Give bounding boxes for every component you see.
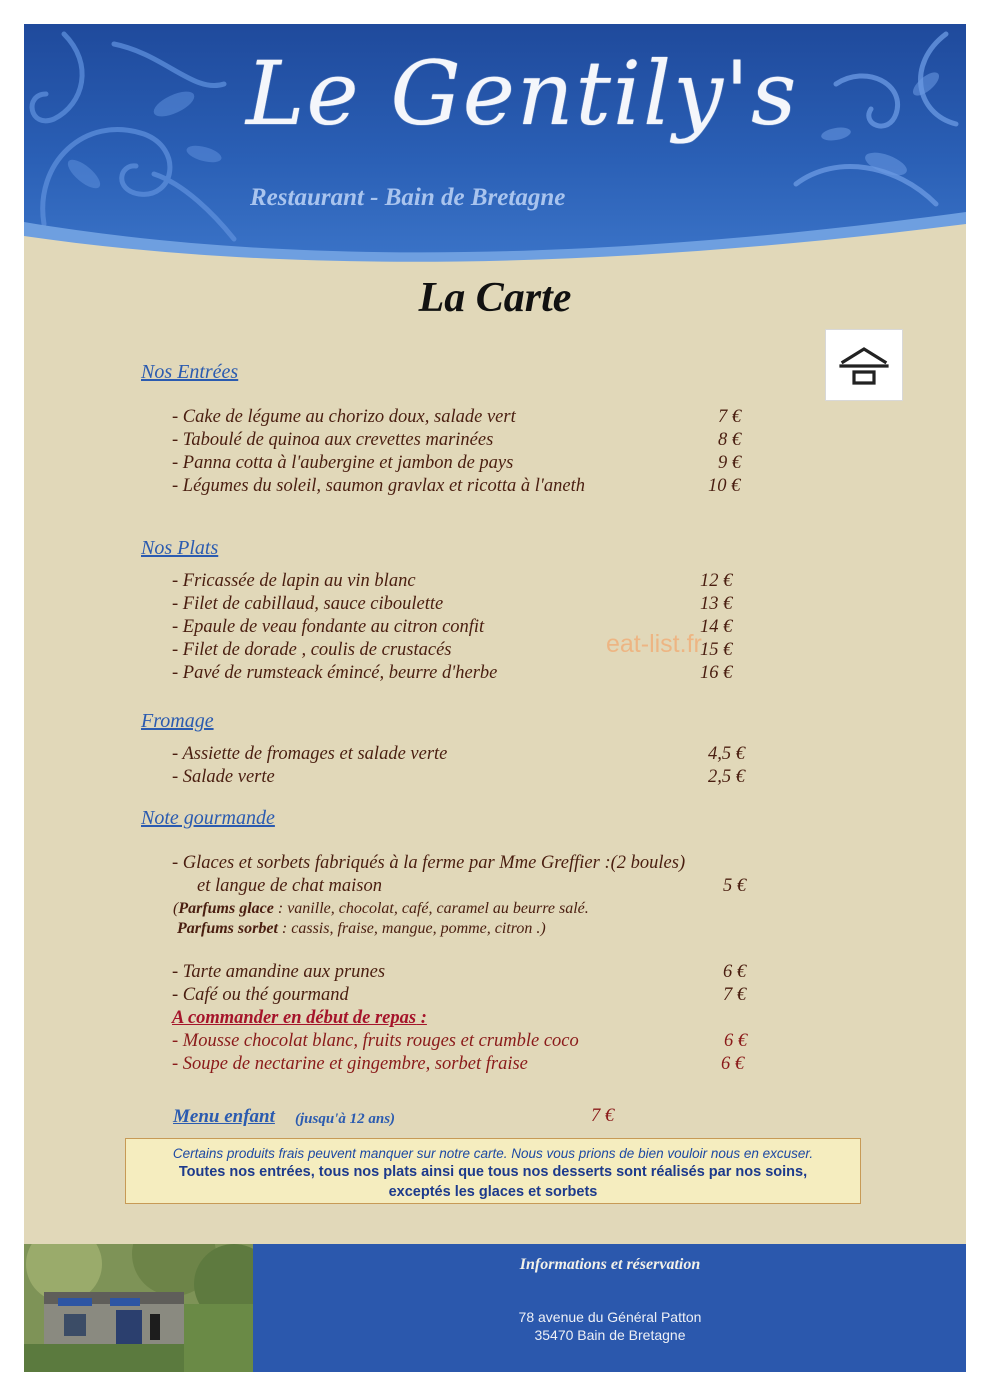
menu-item-price: 4,5 € (708, 744, 745, 764)
house-sign-icon (838, 344, 890, 386)
menu-item: - Salade verte (172, 767, 275, 787)
menu-item: - Cake de légume au chorizo doux, salade vert (172, 407, 516, 427)
menu-item: - Taboulé de quinoa aux crevettes marinées (172, 430, 494, 450)
menu-item-price: 6 € (723, 962, 747, 982)
notice-line-1: Certains produits frais peuvent manquer sur notre carte. Nous vous prions de bien vouloir nous en excuser. (172, 1146, 814, 1161)
menu-item-price: 7 € (723, 985, 747, 1005)
menu-item-price: 15 € (700, 640, 733, 660)
parfums-sorbet-line (177, 920, 546, 938)
notice-box (125, 1138, 861, 1204)
parfums-sorbet-label: Parfums sorbet (177, 920, 278, 937)
menu-item-price: 7 € (718, 407, 742, 427)
menu-item: - Glaces et sorbets fabriqués à la ferme par Mme Greffier :(2 boules) (172, 853, 686, 873)
footer (24, 1244, 966, 1372)
menu-item-price: 5 € (723, 876, 747, 896)
menu-item: - Filet de cabillaud, sauce ciboulette (172, 594, 444, 614)
order-note (172, 1008, 427, 1029)
right-ornament-icon (776, 24, 966, 224)
house-sign-badge (825, 329, 903, 401)
menu-item-price: 13 € (700, 594, 733, 614)
menu-item: - Panna cotta à l'aubergine et jambon de pays (172, 453, 514, 473)
section-title-plats: Nos Plats (141, 537, 219, 559)
menu-item-price: 10 € (708, 476, 741, 496)
menu-item-continued: et langue de chat maison (197, 876, 382, 896)
section-title-entrees: Nos Entrées (141, 361, 239, 383)
address-line-2: 35470 Bain de Bretagne (534, 1327, 686, 1343)
menu-item: - Fricassée de lapin au vin blanc (172, 571, 416, 591)
menu-item: - Pavé de rumsteack émincé, beurre d'herbe (172, 663, 498, 683)
menu-item: - Café ou thé gourmand (172, 985, 349, 1005)
restaurant-logo: Le Gentily's (246, 42, 799, 145)
parfums-glace-line: (Parfums glace : vanille, chocolat, café, caramel au beurre salé. (173, 900, 589, 917)
section-title-gourmande: Note gourmande (141, 807, 275, 829)
menu-item: - Mousse chocolat blanc, fruits rouges et crumble coco (172, 1031, 579, 1051)
menu-item-price: 6 € (721, 1054, 745, 1074)
parfums-glace-text: : vanille, chocolat, café, caramel au beurre salé. (273, 900, 589, 917)
menu-item: - Assiette de fromages et salade verte (172, 744, 448, 764)
page-title: La Carte (418, 275, 572, 321)
menu-item-price: 2,5 € (708, 767, 745, 787)
menu-enfant-label: Menu enfant (173, 1106, 275, 1127)
menu-item-price: 14 € (700, 617, 733, 637)
footer-title: Informations et réservation (519, 1256, 701, 1273)
parfums-glace-label: Parfums glace (178, 900, 274, 917)
order-note-text: A commander en début de repas (172, 1008, 417, 1028)
header-wave (24, 204, 966, 264)
menu-page (24, 24, 966, 1372)
header-banner (24, 24, 966, 264)
order-note-colon: : (416, 1008, 427, 1028)
menu-item-price: 8 € (718, 430, 742, 450)
notice-line-2: Toutes nos entrées, tous nos plats ainsi que tous nos desserts sont réalisés par nos soins, (178, 1164, 808, 1180)
section-title-fromage: Fromage (141, 710, 214, 732)
menu-item-price: 12 € (700, 571, 733, 591)
restaurant-photo (24, 1244, 253, 1372)
menu-item: - Epaule de veau fondante au citron confit (172, 617, 485, 637)
menu-item-price: 6 € (724, 1031, 748, 1051)
menu-enfant-price: 7 € (591, 1106, 615, 1126)
restaurant-photo-icon (24, 1244, 253, 1372)
menu-item-price: 16 € (700, 663, 733, 683)
menu-item-price: 9 € (718, 453, 742, 473)
watermark: eat-list.fr (606, 630, 702, 658)
parfums-sorbet-text: : cassis, fraise, mangue, pomme, citron .) (277, 920, 546, 937)
notice-line-3: exceptés les glaces et sorbets (388, 1184, 598, 1200)
address-line-1: 78 avenue du Général Patton (518, 1309, 702, 1325)
menu-item: - Soupe de nectarine et gingembre, sorbet fraise (172, 1054, 528, 1074)
menu-enfant-age: (jusqu'à 12 ans) (295, 1111, 396, 1127)
menu-item: - Filet de dorade , coulis de crustacés (172, 640, 452, 660)
menu-item: - Légumes du soleil, saumon gravlax et ricotta à l'aneth (172, 476, 585, 496)
menu-item: - Tarte amandine aux prunes (172, 962, 386, 982)
restaurant-subtitle: Restaurant - Bain de Bretagne (250, 184, 566, 211)
